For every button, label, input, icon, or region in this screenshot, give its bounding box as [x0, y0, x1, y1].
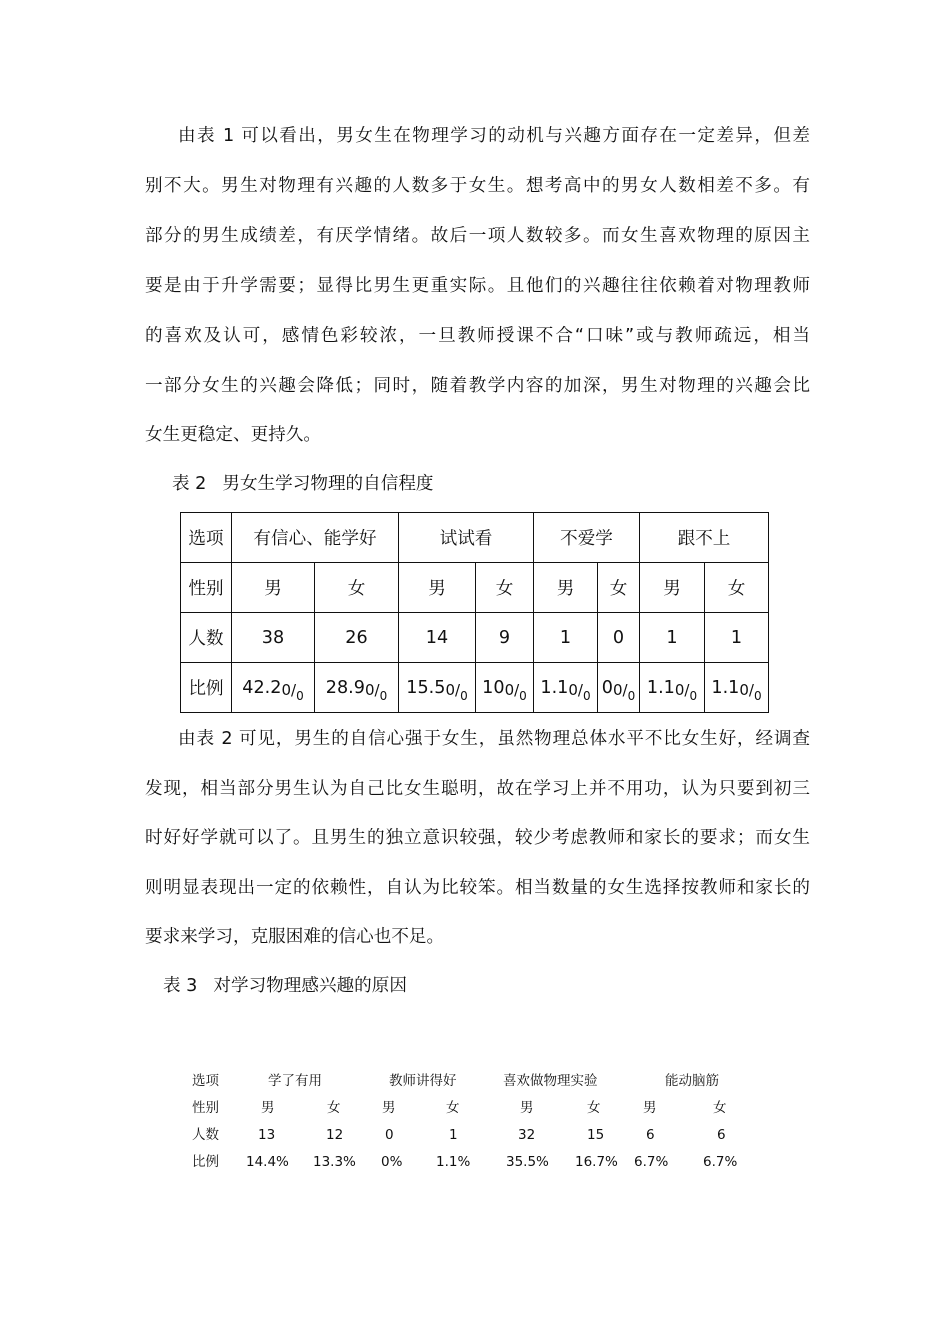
percent-cell: 13.3%: [313, 1154, 356, 1170]
count-cell: 14: [399, 613, 476, 663]
count-cell: 0: [385, 1127, 394, 1143]
row-label: 人数: [192, 1127, 219, 1143]
table-2-caption-title: 男女生学习物理的自信程度: [222, 474, 434, 494]
row-label: 人数: [181, 613, 232, 663]
option-cell: 教师讲得好: [389, 1073, 457, 1089]
option-cell: 学了有用: [268, 1073, 322, 1089]
gender-cell: 女: [327, 1100, 341, 1116]
count-cell: 6: [717, 1127, 726, 1143]
option-cell: 能动脑筋: [665, 1073, 719, 1089]
percent-cell: 6.7%: [634, 1154, 669, 1170]
confidence-table: [180, 512, 769, 713]
option-cell: 喜欢做物理实验: [503, 1073, 598, 1089]
percent-cell: 35.5%: [506, 1154, 549, 1170]
gender-cell: 男: [643, 1100, 657, 1116]
option-cell: 跟不上: [640, 513, 769, 563]
text-line: 要求来学习，克服困难的信心也不足。: [145, 927, 445, 947]
percent-cell: 16.7%: [575, 1154, 618, 1170]
row-label: 比例: [181, 663, 232, 713]
text-line: 部分的男生成绩差，有厌学情绪。故后一项人数较多。而女生喜欢物理的原因主: [145, 226, 810, 246]
percent-cell: 14.4%: [246, 1154, 289, 1170]
percent-cell: $42.20/_0$: [232, 663, 315, 713]
option-cell: 不爱学: [534, 513, 640, 563]
table-3-caption-number: 表 3: [163, 976, 198, 996]
table-2-caption-number: 表 2: [172, 474, 207, 494]
percent-cell: $00/_0$: [598, 663, 640, 713]
count-cell: 0: [598, 613, 640, 663]
row-label: 比例: [192, 1154, 219, 1170]
text-line: 女生更稳定、更持久。: [145, 425, 321, 445]
gender-cell: 女: [713, 1100, 727, 1116]
text-line: 时好好学就可以了。且男生的独立意识较强，较少考虑教师和家长的要求；而女生: [145, 828, 810, 848]
option-cell: 有信心、能学好: [232, 513, 399, 563]
count-cell: 1: [449, 1127, 458, 1143]
text-line: 由表 1 可以看出，男女生在物理学习的动机与兴趣方面存在一定差异，但差: [178, 126, 810, 146]
count-cell: 15: [587, 1127, 605, 1143]
gender-cell: 女: [315, 563, 399, 613]
count-cell: 1: [640, 613, 705, 663]
text-line: 要是由于升学需要；显得比男生更重实际。且他们的兴趣往往依赖着对物理教师: [145, 276, 810, 296]
text-line: 发现，相当部分男生认为自己比女生聪明，故在学习上并不用功，认为只要到初三: [145, 779, 810, 799]
gender-cell: 男: [261, 1100, 275, 1116]
count-cell: 38: [232, 613, 315, 663]
percent-cell: 0%: [381, 1154, 403, 1170]
text-line: 由表 2 可见，男生的自信心强于女生，虽然物理总体水平不比女生好，经调查: [178, 729, 810, 749]
table-3-caption-title: 对学习物理感兴趣的原因: [213, 976, 407, 996]
gender-cell: 女: [476, 563, 534, 613]
percent-cell: $1.10/_0$: [705, 663, 769, 713]
table-row: [181, 563, 769, 613]
gender-cell: 男: [520, 1100, 534, 1116]
count-cell: 32: [518, 1127, 536, 1143]
percent-cell: 1.1%: [436, 1154, 471, 1170]
table-2-caption: [172, 472, 434, 496]
table-row: [181, 613, 769, 663]
percent-cell: $28.90/_0$: [315, 663, 399, 713]
count-cell: 9: [476, 613, 534, 663]
text-line: 则明显表现出一定的依赖性，自认为比较笨。相当数量的女生选择按教师和家长的: [145, 878, 810, 898]
percent-cell: $100/_0$: [476, 663, 534, 713]
table-row: [181, 663, 769, 713]
table-row: [181, 513, 769, 563]
percent-cell: $15.50/_0$: [399, 663, 476, 713]
gender-cell: 女: [587, 1100, 601, 1116]
row-label: 选项: [181, 513, 232, 563]
percent-cell: 6.7%: [703, 1154, 738, 1170]
text-line: 别不大。男生对物理有兴趣的人数多于女生。想考高中的男女人数相差不多。有: [145, 176, 810, 196]
gender-cell: 女: [446, 1100, 460, 1116]
gender-cell: 男: [399, 563, 476, 613]
gender-cell: 男: [640, 563, 705, 613]
gender-cell: 男: [382, 1100, 396, 1116]
count-cell: 1: [705, 613, 769, 663]
percent-cell: $1.10/_0$: [640, 663, 705, 713]
count-cell: 13: [258, 1127, 276, 1143]
row-label: 性别: [181, 563, 232, 613]
count-cell: 1: [534, 613, 598, 663]
count-cell: 12: [326, 1127, 344, 1143]
option-cell: 试试看: [399, 513, 534, 563]
text-line: 一部分女生的兴趣会降低；同时，随着教学内容的加深，男生对物理的兴趣会比: [145, 376, 810, 396]
count-cell: 6: [646, 1127, 655, 1143]
percent-cell: $1.10/_0$: [534, 663, 598, 713]
count-cell: 26: [315, 613, 399, 663]
gender-cell: 女: [598, 563, 640, 613]
row-label: 性别: [192, 1100, 219, 1116]
row-label: 选项: [192, 1073, 219, 1089]
text-line: 的喜欢及认可，感情色彩较浓，一旦教师授课不合“口味”或与教师疏远，相当: [145, 326, 810, 346]
gender-cell: 男: [534, 563, 598, 613]
table-3-caption: [163, 974, 407, 998]
gender-cell: 女: [705, 563, 769, 613]
gender-cell: 男: [232, 563, 315, 613]
